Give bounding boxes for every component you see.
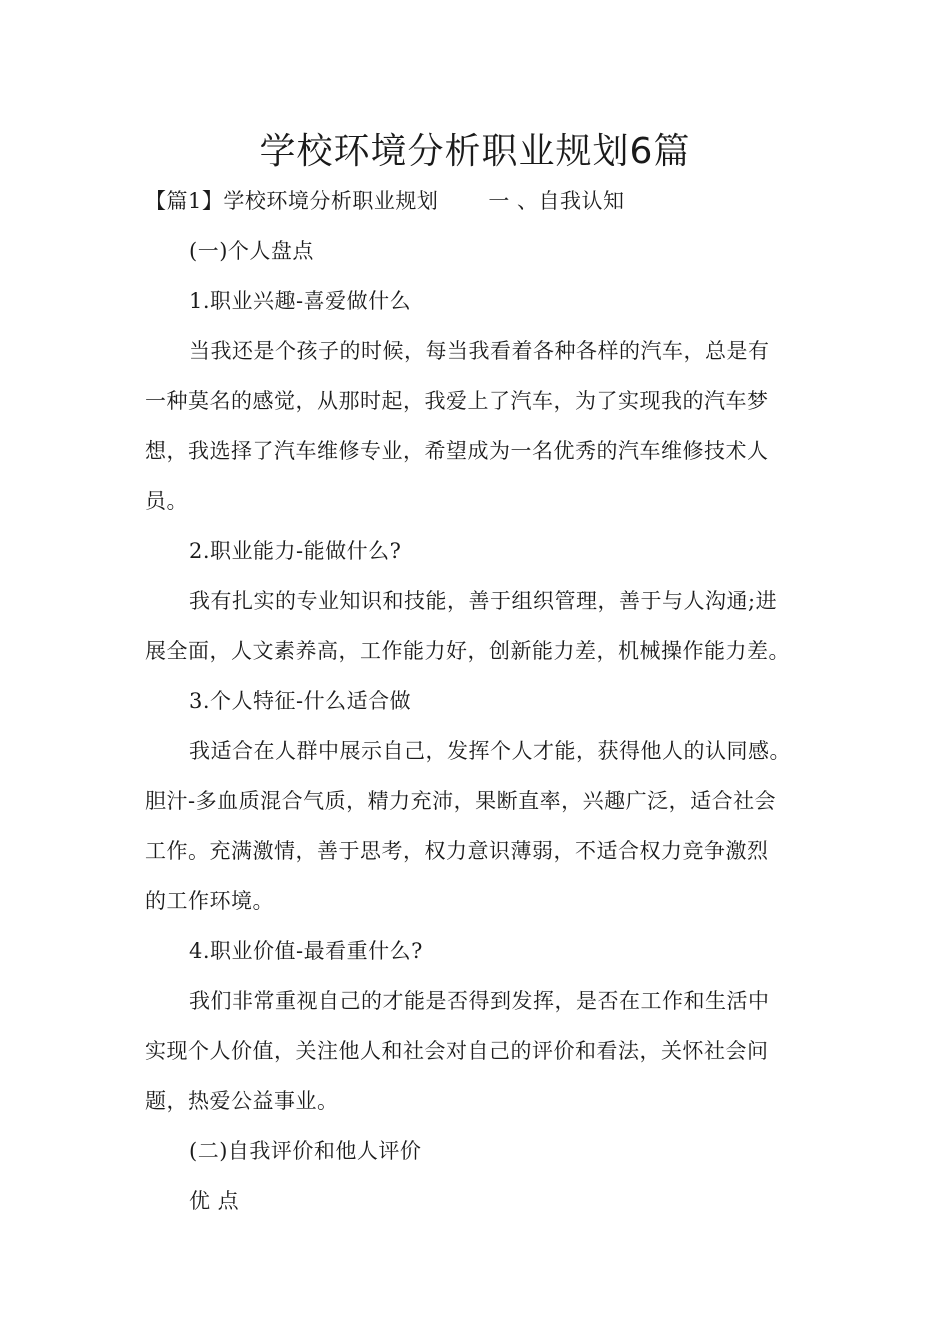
- paragraph-line: 工作。充满激情，善于思考，权力意识薄弱，不适合权力竞争激烈: [145, 839, 769, 863]
- paragraph-line: 我有扎实的专业知识和技能，善于组织管理，善于与人沟通;进: [189, 589, 778, 613]
- paragraph-line: 的工作环境。: [145, 889, 274, 913]
- paragraph-line: (一)个人盘点: [189, 239, 314, 263]
- paragraph-line: (二)自我评价和他人评价: [189, 1139, 422, 1163]
- section-heading: 【篇1】学校环境分析职业规划: [145, 189, 439, 213]
- paragraph-line: 胆汁-多血质混合气质，精力充沛，果断直率，兴趣广泛，适合社会: [145, 789, 777, 813]
- paragraph-line: 3.个人特征-什么适合做: [189, 689, 412, 713]
- paragraph-line: 2.职业能力-能做什么?: [189, 539, 402, 563]
- paragraph-line: 我们非常重视自己的才能是否得到发挥，是否在工作和生活中: [189, 989, 770, 1013]
- paragraph-line: 实现个人价值，关注他人和社会对自己的评价和看法，关怀社会问: [145, 1039, 769, 1063]
- paragraph-line: 我适合在人群中展示自己，发挥个人才能，获得他人的认同感。: [189, 739, 791, 763]
- paragraph-line: 4.职业价值-最看重什么?: [189, 939, 423, 963]
- paragraph-line: 1.职业兴趣-喜爱做什么: [189, 289, 412, 313]
- paragraph-line: 展全面，人文素养高，工作能力好，创新能力差，机械操作能力差。: [145, 639, 790, 663]
- paragraph-line: 一种莫名的感觉，从那时起，我爱上了汽车，为了实现我的汽车梦: [145, 389, 769, 413]
- document-title: 学校环境分析职业规划6篇: [259, 131, 691, 172]
- section-heading-line: [145, 186, 625, 216]
- paragraph-line: 当我还是个孩子的时候，每当我看着各种各样的汽车，总是有: [189, 339, 770, 363]
- subsection-heading: 一 、自我认知: [488, 189, 625, 213]
- paragraph-line: 员。: [145, 489, 188, 513]
- paragraph-line: 题，热爱公益事业。: [145, 1089, 339, 1113]
- paragraph-line: 优 点: [189, 1189, 240, 1213]
- paragraph-line: 想，我选择了汽车维修专业，希望成为一名优秀的汽车维修技术人: [145, 439, 769, 463]
